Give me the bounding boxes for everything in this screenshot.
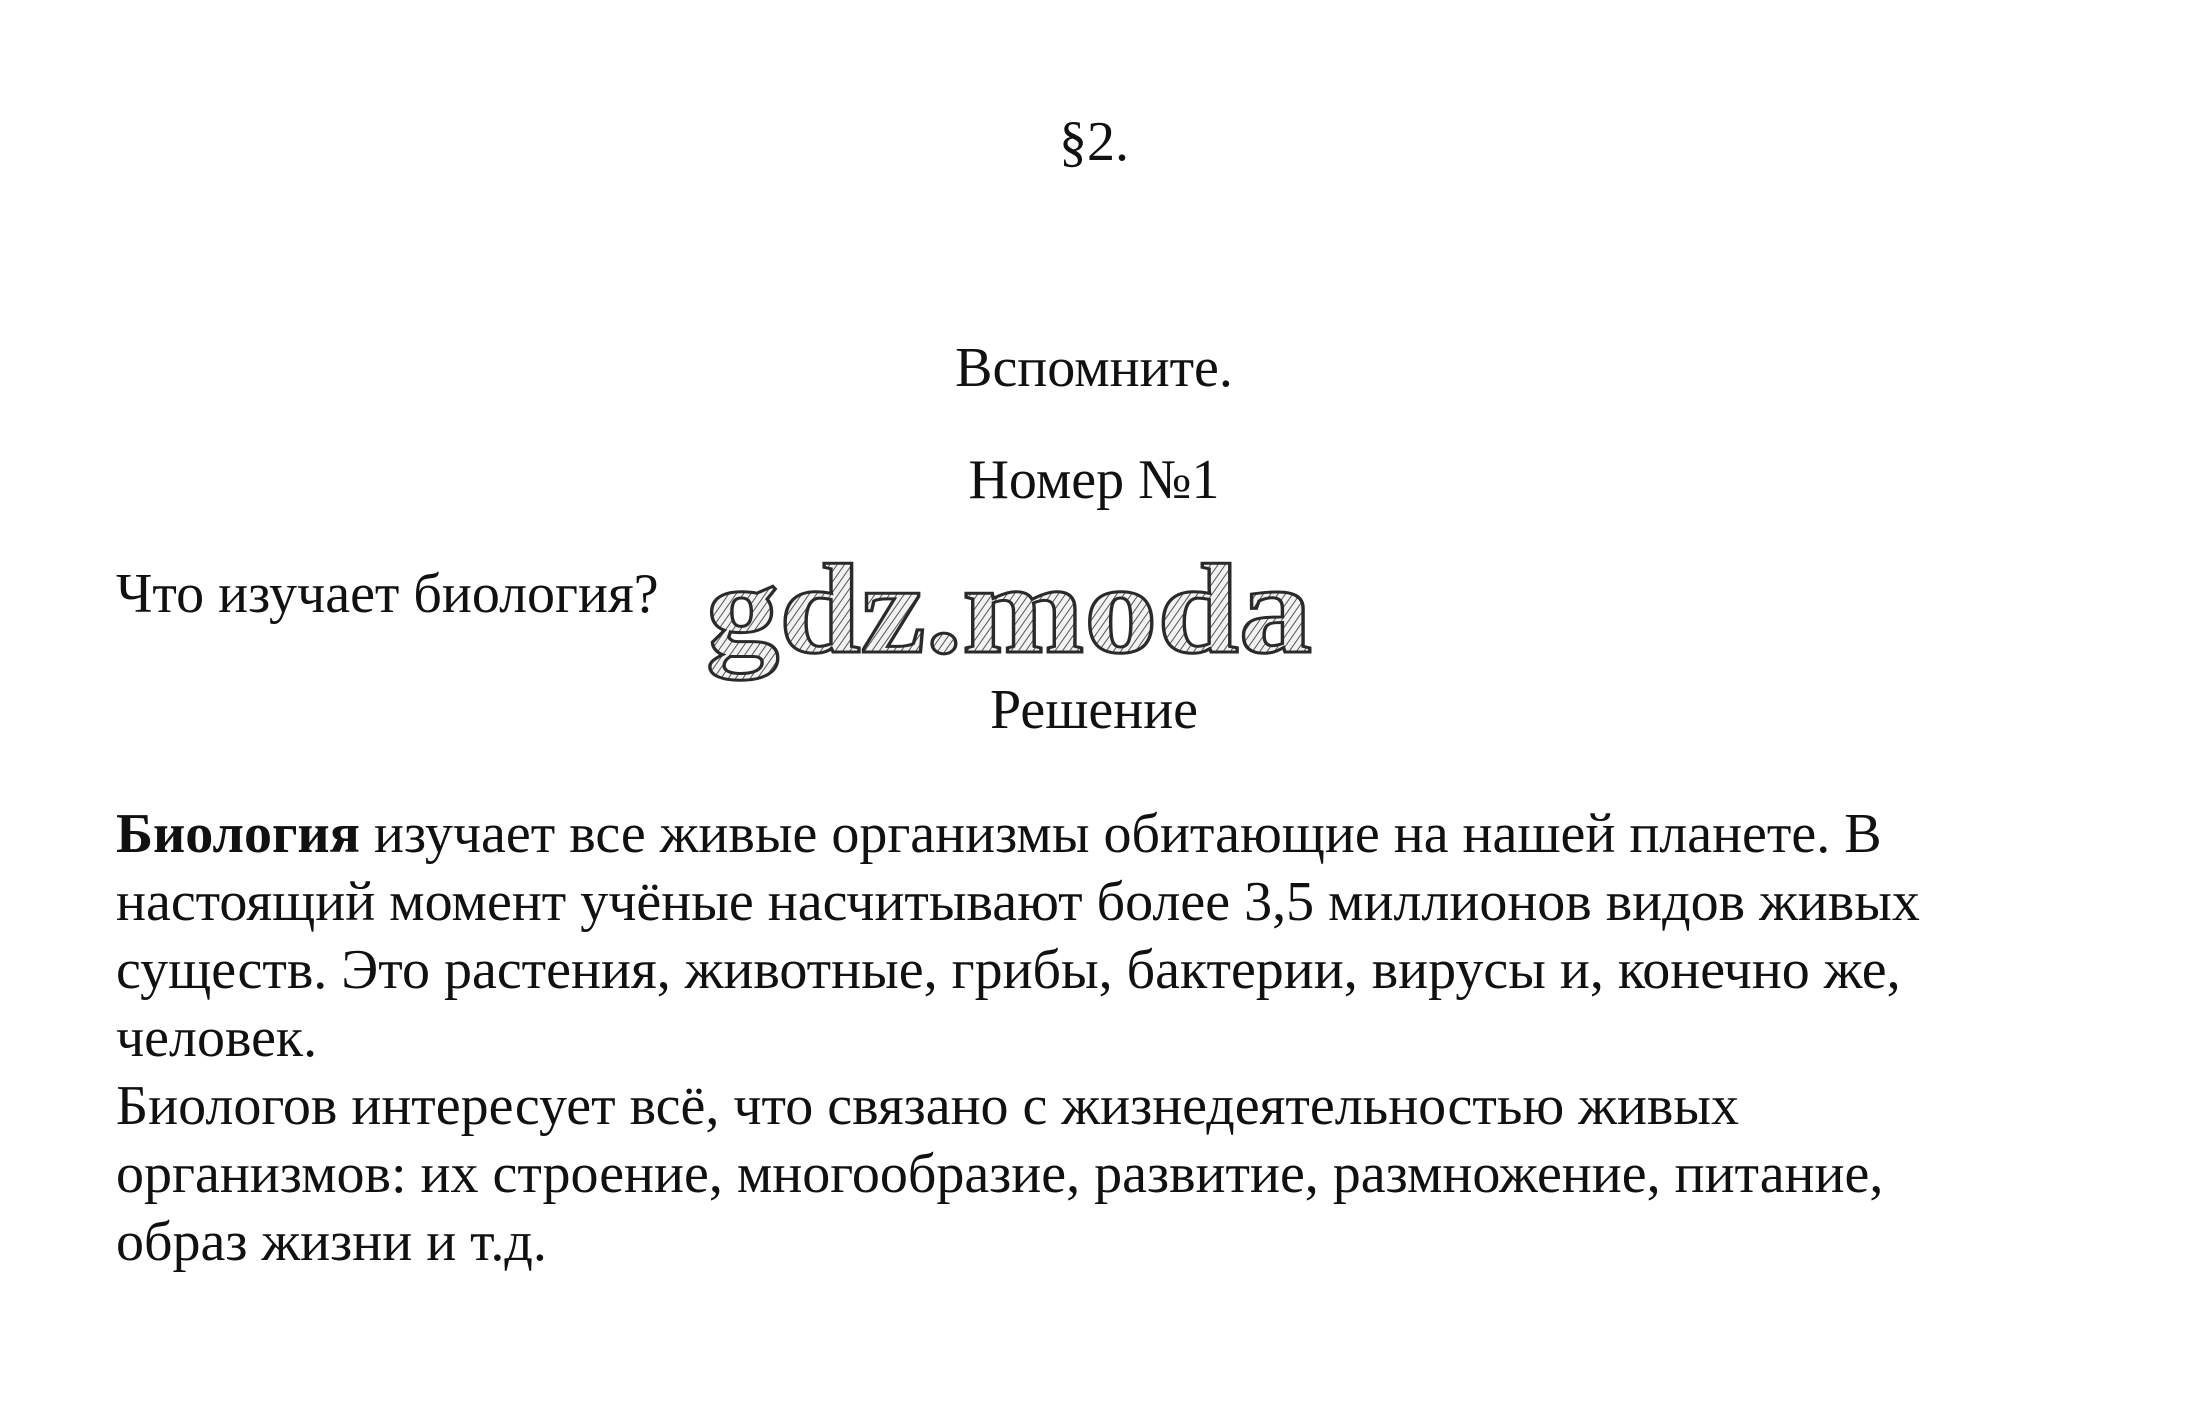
question-text: Что изучает биология? <box>116 563 659 625</box>
answer-line-1-rest: изучает все живые организмы обитающие на нашей планете. В <box>359 803 1882 865</box>
answer-line: Биологов интересует всё, что связано с жизнедеятельностью живых <box>116 1075 1739 1137</box>
svg-text:gdz.moda: gdz.moda <box>706 540 1312 680</box>
answer-term: Биология <box>116 803 360 865</box>
recall-heading: Вспомните. <box>955 337 1233 399</box>
answer-line: человек. <box>116 1007 318 1069</box>
task-number: Номер №1 <box>968 449 1220 511</box>
answer-text <box>116 800 2116 1276</box>
answer-line: существ. Это растения, животные, грибы, бактерии, вирусы и, конечно же, <box>116 939 1901 1001</box>
answer-line: образ жизни и т.д. <box>116 1211 547 1273</box>
watermark-logo <box>700 540 1320 690</box>
solution-heading: Решение <box>989 679 1199 741</box>
answer-line: организмов: их строение, многообразие, развитие, размножение, питание, <box>116 1143 1884 1205</box>
answer-line <box>116 800 2116 868</box>
section-number: §2. <box>1059 111 1129 173</box>
answer-line: настоящий момент учёные насчитывают более 3,5 миллионов видов живых <box>116 871 1920 933</box>
